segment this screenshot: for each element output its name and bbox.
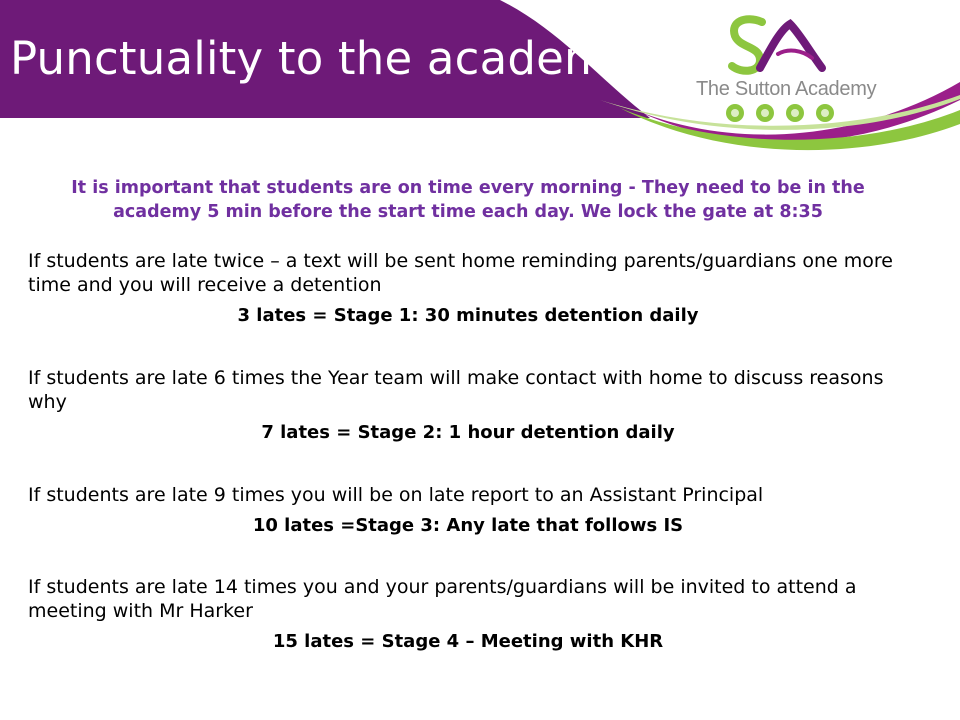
- spacer: [28, 445, 908, 483]
- header-banner: [0, 0, 960, 160]
- page-title: Punctuality to the academy: [10, 32, 635, 85]
- rule-text: If students are late twice – a text will be sent home reminding parents/guardians one more time and you will receive a detention: [28, 250, 893, 296]
- rule-block: [28, 366, 908, 445]
- stage-text: 3 lates = Stage 1: 30 minutes detention daily: [237, 305, 699, 326]
- spacer: [28, 328, 908, 366]
- logo-text: The Sutton Academy: [696, 78, 877, 100]
- academy-logo: [690, 10, 880, 135]
- rule-text: If students are late 9 times you will be on late report to an Assistant Principal: [28, 484, 764, 506]
- rule-block: [28, 483, 908, 538]
- spacer: [28, 538, 908, 575]
- rule-block: [28, 575, 908, 654]
- intro-text: It is important that students are on time every morning - They need to be in the academy 5 min before the start time each day. We lock the gate at 8:35: [71, 178, 865, 222]
- academy-logo-mark: [690, 10, 880, 135]
- rule-block: [28, 249, 908, 328]
- stage-text: 7 lates = Stage 2: 1 hour detention daily: [261, 422, 675, 443]
- content-body: [28, 176, 908, 654]
- rule-text: If students are late 6 times the Year team will make contact with home to discuss reasons why: [28, 367, 884, 413]
- stage-text: 15 lates = Stage 4 – Meeting with KHR: [272, 631, 664, 652]
- rule-text: If students are late 14 times you and your parents/guardians will be invited to attend a meeting with Mr Harker: [28, 576, 857, 622]
- stage-text: 10 lates =Stage 3: Any late that follows IS: [252, 515, 684, 536]
